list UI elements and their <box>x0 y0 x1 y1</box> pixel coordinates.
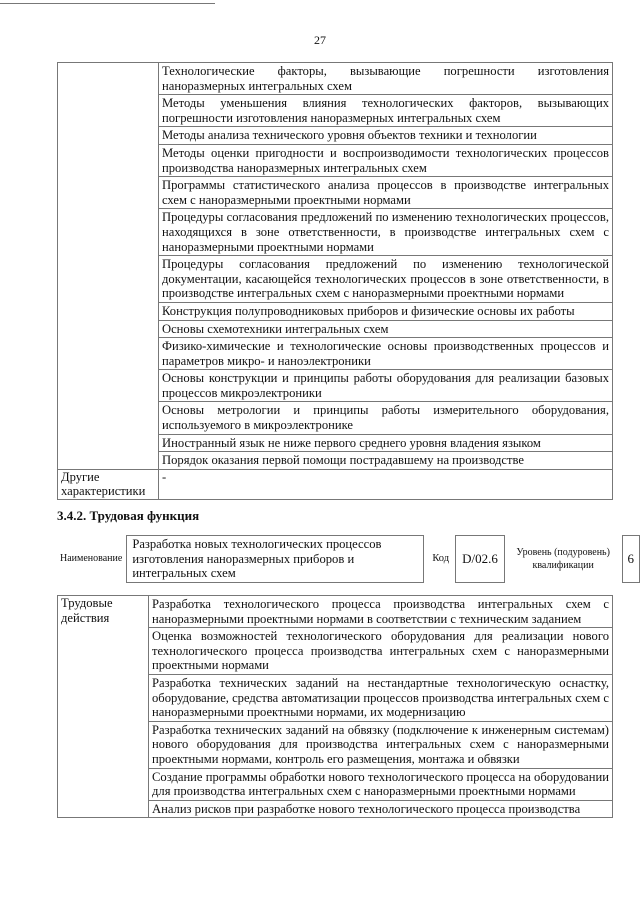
table-row: Порядок оказания первой помощи пострадавшему на производстве <box>159 452 613 470</box>
table-row: Методы уменьшения влияния технологических факторов, вызывающих погрешности изготовления наноразмерных интегральных схем <box>159 95 613 127</box>
table-row: Процедуры согласования предложений по изменению технологической документации, касающейся технологических процессов в зоне ответственности, в производстве интегральных схем с наноразмерными проектными нормами <box>159 256 613 303</box>
table-row: Анализ рисков при разработке нового технологического процесса производства <box>149 800 613 818</box>
page-number: 27 <box>314 33 326 47</box>
actions-table <box>57 595 613 818</box>
table-row: Разработка технологического процесса производства интегральных схем с наноразмерными проектными нормами в соответствии с техническим заданием <box>149 596 613 628</box>
other-characteristics-value: - <box>159 469 613 499</box>
table-row: Создание программы обработки нового технологического процесса на оборудовании для производства интегральных схем с наноразмерными проектными нормами <box>149 768 613 800</box>
table-row: Основы схемотехники интегральных схем <box>159 320 613 338</box>
knowledge-table <box>57 62 613 500</box>
table-row: Технологические факторы, вызывающие погрешности изготовления наноразмерных интегральных схем <box>159 63 613 95</box>
table-row: Оценка возможностей технологического оборудования для реализации нового технологического процесса производства интегральных схем с наноразмерными проектными нормами <box>149 628 613 675</box>
table-row: Основы метрологии и принципы работы измерительного оборудования, используемого в микроэлектронике <box>159 402 613 434</box>
level-label: Уровень (подуровень) квалификации <box>516 546 610 571</box>
name-value: Разработка новых технологических процессов изготовления наноразмерных приборов и интегральных схем <box>127 536 424 583</box>
table-row: Основы конструкции и принципы работы оборудования для реализации базовых процессов микроэлектроники <box>159 370 613 402</box>
table-row: Конструкция полупроводниковых приборов и физические основы их работы <box>159 302 613 320</box>
other-characteristics-label: Другие характеристики <box>58 469 159 499</box>
table-row: Методы анализа технического уровня объектов техники и технологии <box>159 127 613 145</box>
divider <box>0 3 215 4</box>
code-value: D/02.6 <box>456 536 505 583</box>
table-row: Иностранный язык не ниже первого среднего уровня владения языком <box>159 434 613 452</box>
empty-label-cell <box>58 63 159 470</box>
table-row: Процедуры согласования предложений по изменению технологических процессов, находящихся в зоне ответственности, в производстве интегральных схем с наноразмерными проектными нормами <box>159 209 613 256</box>
table-row: Разработка технических заданий на обвязку (подключение к инженерным системам) нового оборудования для производства интегральных схем с наноразмерными проектными нормами, контроль его размещения, монтажа и обвязки <box>149 721 613 768</box>
table-row: Методы оценки пригодности и воспроизводимости технологических процессов производства наноразмерных интегральных схем <box>159 144 613 176</box>
table-row: Программы статистического анализа процессов в производстве интегральных схем с наноразмерными проектными нормами <box>159 177 613 209</box>
section-heading: 3.4.2. Трудовая функция <box>57 508 200 523</box>
table-row: Физико-химические и технологические основы производственных процессов и параметров микро- и наноэлектроники <box>159 338 613 370</box>
function-header <box>57 535 640 583</box>
code-label: Код <box>432 552 450 564</box>
level-value: 6 <box>622 536 640 583</box>
name-label: Наименование <box>60 552 123 564</box>
actions-label: Трудовые действия <box>58 596 149 818</box>
table-row: Разработка технических заданий на нестандартные технологическую оснастку, оборудование, средства автоматизации процессов производства интегральных схем с наноразмерными проектными нормами, их модернизацию <box>149 674 613 721</box>
